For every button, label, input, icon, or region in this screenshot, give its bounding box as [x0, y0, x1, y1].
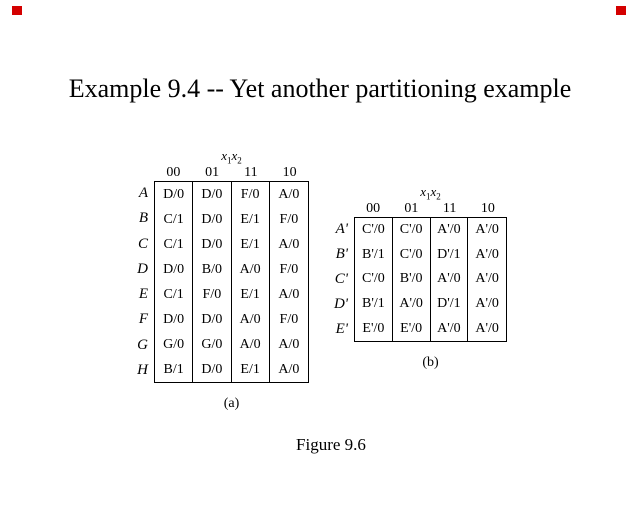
table-a-row-labels	[124, 181, 148, 383]
table-b-state-table	[354, 217, 507, 342]
table-a-col-header: 10	[282, 165, 297, 180]
table-b-row-header: D'	[333, 296, 348, 312]
x1-var: x	[221, 148, 227, 163]
table-a-row-header: E	[138, 286, 148, 303]
table-a-col-header: 01	[205, 165, 220, 180]
table-b-cell: A'/0	[475, 320, 499, 336]
table-a-cell: D/0	[155, 257, 193, 282]
table-a-cell: D/0	[193, 232, 231, 257]
x1-sub: 1	[426, 191, 431, 202]
table-b-column-labels	[354, 200, 507, 217]
table-b-row-header: B'	[335, 246, 348, 262]
x2-sub: 2	[436, 191, 441, 202]
table-b-col-header: 01	[404, 201, 419, 216]
table-a-row-header: C	[137, 235, 148, 252]
table-a-cell: F/0	[193, 282, 231, 307]
table-a-cell: B/0	[193, 257, 231, 282]
table-b-cell: C'/0	[393, 218, 431, 243]
table-a-cell: C/1	[155, 207, 193, 232]
table-a-cell: E/1	[232, 282, 270, 307]
table-a-row-header: F	[138, 311, 148, 328]
table-a-cell: A/0	[278, 336, 300, 352]
x1-sub: 1	[227, 155, 232, 166]
table-b-cell: E'/0	[355, 316, 393, 341]
page-title: Example 9.4 -- Yet another partitioning example	[68, 74, 572, 103]
table-a-cell: F/0	[279, 261, 299, 277]
table-a-col-header: 11	[244, 165, 258, 180]
x1-var: x	[420, 184, 426, 199]
table-b-cell: A'/0	[475, 296, 499, 312]
table-b-cell: A'/0	[475, 246, 499, 262]
table-a-state-table	[154, 181, 309, 383]
table-a-cell: D/0	[193, 307, 231, 332]
table-b-cell: A'/0	[431, 316, 469, 341]
table-a-cell: A/0	[232, 257, 270, 282]
x2-var: x	[430, 184, 437, 199]
red-corner-mark-left	[12, 6, 22, 15]
table-a-cell: F/0	[232, 182, 270, 207]
table-a-cell: E/1	[232, 357, 270, 382]
table-b-cell: B'/0	[393, 267, 431, 292]
table-b-cell: B'/1	[355, 243, 393, 268]
table-b-caption: (b)	[422, 355, 439, 370]
table-b-cell: D'/1	[431, 292, 469, 317]
table-b-cell: D'/1	[431, 243, 469, 268]
table-a-cell: D/0	[193, 357, 231, 382]
table-a-cell: C/1	[155, 232, 193, 257]
table-b-cell: C'/0	[355, 267, 393, 292]
table-b-cell: C'/0	[393, 243, 431, 268]
table-b-cell: A'/0	[475, 271, 499, 287]
table-b-input-vars	[354, 184, 507, 202]
x2-sub: 2	[237, 155, 242, 166]
table-a-input-vars	[154, 148, 309, 166]
table-b-cell: C'/0	[355, 218, 393, 243]
table-b-row-header: C'	[334, 271, 348, 287]
table-a-cell: C/1	[155, 282, 193, 307]
table-b-row-header: A'	[335, 221, 348, 237]
table-b-cell: A'/0	[393, 292, 431, 317]
table-a-cell: D/0	[193, 207, 231, 232]
table-a-cell: G/0	[155, 332, 193, 357]
table-a-cell: D/0	[193, 182, 231, 207]
table-a-cell: A/0	[278, 236, 300, 252]
table-a-cell: A/0	[278, 186, 300, 202]
table-b-col-header: 10	[480, 201, 495, 216]
table-a-row-header: B	[138, 210, 148, 227]
table-a-cell: A/0	[232, 332, 270, 357]
table-a-cell: G/0	[193, 332, 231, 357]
table-b-row-header: E'	[335, 321, 348, 337]
table-a-row-header: H	[137, 361, 148, 378]
table-b-col-header: 00	[366, 201, 381, 216]
table-a-cell: F/0	[279, 211, 299, 227]
table-a-caption: (a)	[223, 396, 240, 411]
table-a-column-labels	[154, 164, 309, 181]
table-a-cell: D/0	[155, 307, 193, 332]
table-b-cell: E'/0	[393, 316, 431, 341]
table-b-cell: A'/0	[475, 222, 499, 238]
figure-caption: Figure 9.6	[296, 435, 366, 454]
table-a-cell: A/0	[232, 307, 270, 332]
table-b-col-header: 11	[442, 201, 457, 216]
table-b-cell: A'/0	[431, 218, 469, 243]
table-a-row-header: A	[138, 185, 148, 202]
table-a-cell: E/1	[232, 207, 270, 232]
red-corner-mark-right	[616, 6, 626, 15]
table-b-row-labels	[320, 217, 348, 342]
table-a-cell: F/0	[279, 311, 299, 327]
table-a-row-header: D	[137, 260, 148, 277]
table-a-cell: D/0	[155, 182, 193, 207]
x2-var: x	[231, 148, 238, 163]
table-a-cell: A/0	[278, 361, 300, 377]
table-a-cell: A/0	[278, 286, 300, 302]
table-b-cell: A'/0	[431, 267, 469, 292]
table-b-cell: B'/1	[355, 292, 393, 317]
table-a-col-header: 00	[166, 165, 181, 180]
table-a-row-header: G	[137, 336, 148, 353]
table-a-cell: E/1	[232, 232, 270, 257]
table-a-cell: B/1	[155, 357, 193, 382]
